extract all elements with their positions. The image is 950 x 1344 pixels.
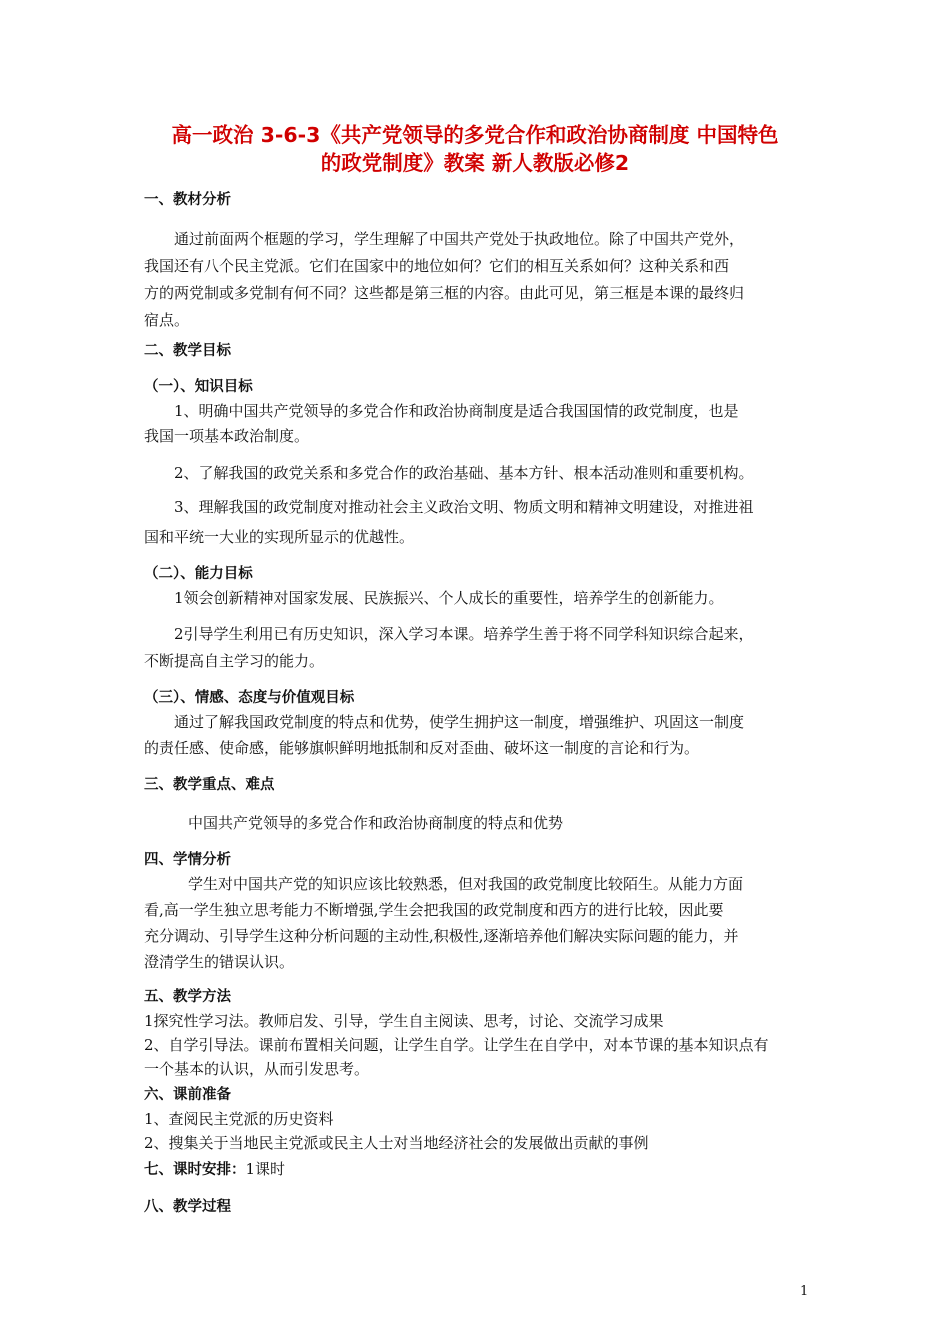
paragraph-line: 看,高一学生独立思考能力不断增强,学生会把我国的政党制度和西方的进行比较，因此要: [144, 901, 724, 919]
document-title-line-2: 的政党制度》教案 新人教版必修2: [320, 151, 630, 175]
paragraph-line: 1、查阅民主党派的历史资料: [144, 1110, 334, 1128]
paragraph-line: 我国一项基本政治制度。: [144, 427, 310, 445]
section-heading-student-analysis: 四、学情分析: [144, 852, 231, 868]
subsection-heading-ability: （二）、能力目标: [144, 566, 253, 582]
subsection-heading-knowledge: （一）、知识目标: [144, 379, 253, 395]
paragraph-line: 澄清学生的错误认识。: [144, 953, 295, 971]
paragraph-line: 学生对中国共产党的知识应该比较熟悉，但对我国的政党制度比较陌生。从能力方面: [188, 875, 744, 893]
paragraph-line: 3、理解我国的政党制度对推动社会主义政治文明、物质文明和精神文明建设，对推进祖: [174, 498, 754, 516]
section-heading-key-points: 三、教学重点、难点: [144, 777, 275, 793]
section-heading-teaching-methods: 五、教学方法: [144, 989, 231, 1005]
section-heading-textbook-analysis: 一、教材分析: [144, 192, 231, 208]
paragraph-line: 2、自学引导法。课前布置相关问题，让学生自学。让学生在自学中，对本节课的基本知识点有: [144, 1036, 769, 1054]
paragraph-line: 的责任感、使命感，能够旗帜鲜明地抵制和反对歪曲、破坏这一制度的言论和行为。: [144, 739, 700, 757]
section-heading-teaching-objectives: 二、教学目标: [144, 343, 231, 359]
paragraph-line: 1、明确中国共产党领导的多党合作和政治协商制度是适合我国国情的政党制度，也是: [174, 402, 739, 420]
paragraph-line: 充分调动、引导学生这种分析问题的主动性,积极性,逐渐培养他们解决实际问题的能力，并: [144, 927, 739, 945]
section-heading-preparation: 六、课前准备: [144, 1087, 231, 1103]
subsection-heading-emotion-values: （三）、情感、态度与价值观目标: [144, 690, 355, 706]
paragraph-line: 1探究性学习法。教师启发、引导，学生自主阅读、思考，讨论、交流学习成果: [144, 1012, 664, 1030]
class-hours-label: 七、课时安排：: [144, 1162, 246, 1178]
paragraph-line: 不断提高自主学习的能力。: [144, 652, 325, 670]
document-title-line-1: 高一政治 3-6-3《共产党领导的多党合作和政治协商制度 中国特色: [171, 123, 779, 147]
paragraph-line: 通过了解我国政党制度的特点和优势，使学生拥护这一制度，增强维护、巩固这一制度: [174, 713, 745, 731]
section-heading-teaching-process: 八、教学过程: [144, 1199, 231, 1215]
section-heading-class-hours: [144, 1158, 285, 1181]
paragraph-line: 通过前面两个框题的学习，学生理解了中国共产党处于执政地位。除了中国共产党外，: [174, 230, 745, 248]
page-number: 1: [800, 1284, 809, 1299]
paragraph-line: 2、搜集关于当地民主党派或民主人士对当地经济社会的发展做出贡献的事例: [144, 1134, 649, 1152]
paragraph-line: 宿点。: [144, 311, 190, 329]
paragraph-line: 方的两党制或多党制有何不同？这些都是第三框的内容。由此可见，第三框是本课的最终归: [144, 284, 745, 302]
class-hours-value: 1课时: [245, 1160, 286, 1178]
paragraph-line: 国和平统一大业的实现所显示的优越性。: [144, 528, 415, 546]
paragraph-line: 2、了解我国的政党关系和多党合作的政治基础、基本方针、根本活动准则和重要机构。: [174, 464, 754, 482]
paragraph-line: 一个基本的认识，从而引发思考。: [144, 1060, 370, 1078]
paragraph-line: 我国还有八个民主党派。它们在国家中的地位如何？它们的相互关系如何？这种关系和西: [144, 257, 730, 275]
paragraph-line: 中国共产党领导的多党合作和政治协商制度的特点和优势: [188, 814, 564, 832]
paragraph-line: 1领会创新精神对国家发展、民族振兴、个人成长的重要性，培养学生的创新能力。: [174, 589, 724, 607]
paragraph-line: 2引导学生利用已有历史知识，深入学习本课。培养学生善于将不同学科知识综合起来，: [174, 625, 754, 643]
